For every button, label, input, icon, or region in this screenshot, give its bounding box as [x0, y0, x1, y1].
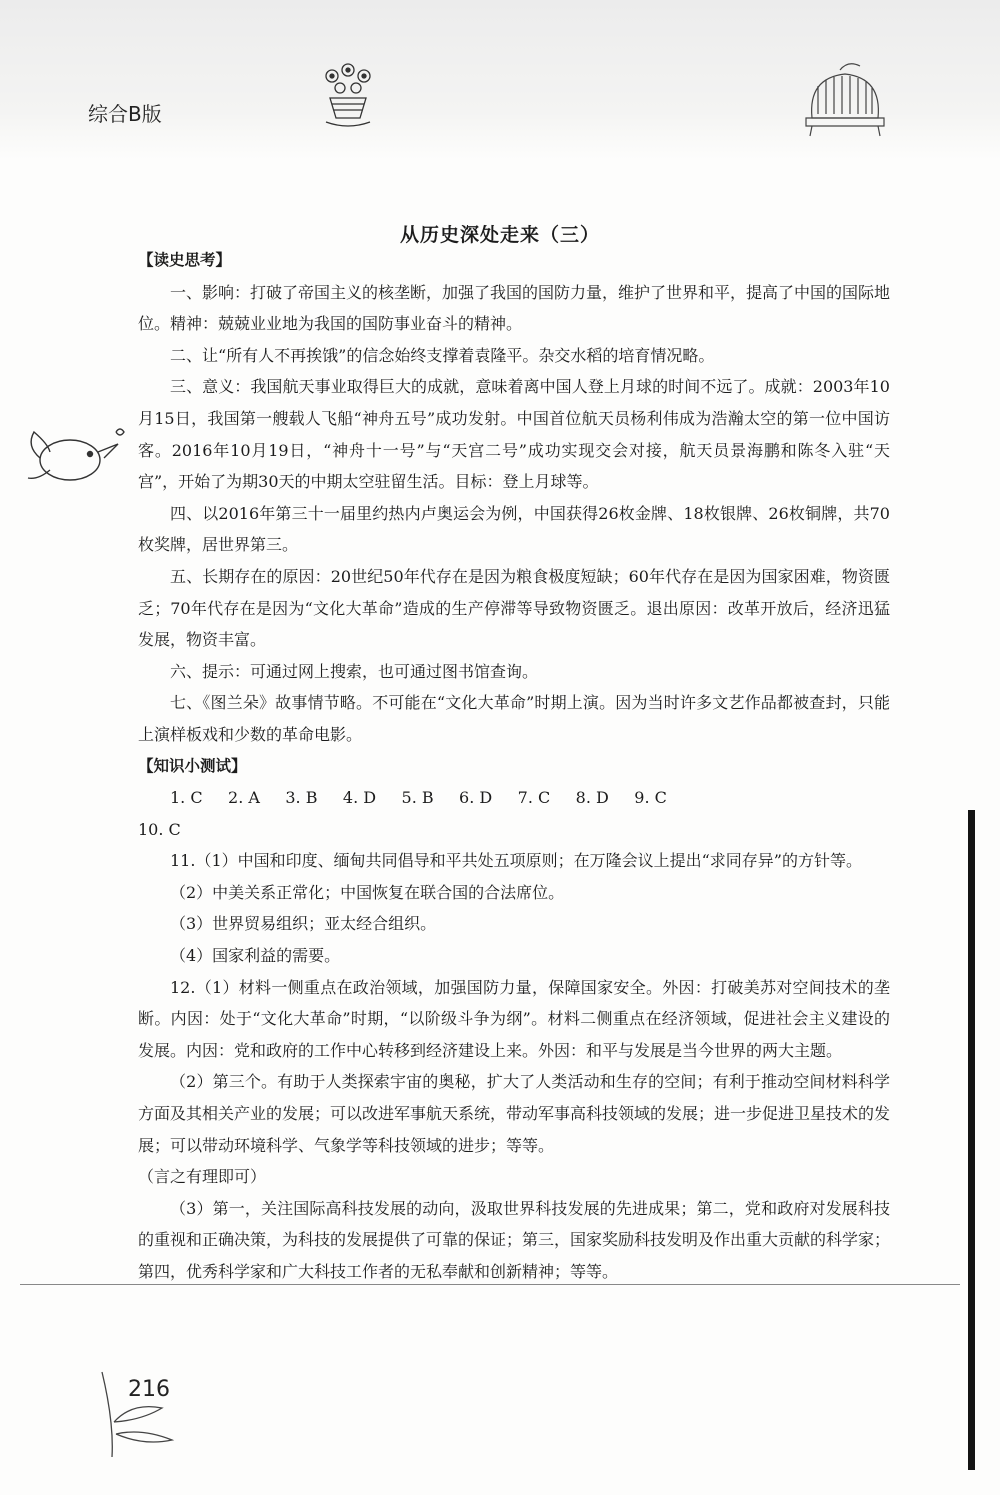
choice-answers-line: 10. C — [138, 819, 181, 839]
answer-paragraph: 一、影响：打破了帝国主义的核垄断，加强了我国的国防力量，维护了世界和平，提高了中国的国际地位。精神：兢兢业业地为我国的国防事业奋斗的精神。 — [138, 282, 891, 334]
footer-rule — [20, 1284, 960, 1285]
answer-paragraph: （3）世界贸易组织；亚太经合组织。 — [170, 914, 437, 934]
answer-paragraph: （2）第三个。有助于人类探索宇宙的奥秘，扩大了人类活动和生存的空间；有利于推动空间材料科学方面及其相关产业的发展；可以改进军事航天系统，带动军事高科技领域的发展；进一步促进卫星技术的发展；可以带动环境科学、气象学等科技领域的进步；等等。 — [138, 1072, 891, 1155]
answer-paragraph: 12.（1）材料一侧重点在政治领域，加强国防力量，保障国家安全。外因：打破美苏对空间技术的垄断。内因：处于“文化大革命”时期，“以阶级斗争为纲”。材料二侧重点在经济领域，促进社会主义建设的发展。内因：党和政府的工作中心转移到经济建设上来。外因：和平与发展是当今世界的两大主题。 — [138, 977, 890, 1060]
answer-paragraph: 五、长期存在的原因：20世纪50年代存在是因为粮食极度短缺；60年代存在是因为国家困难，物资匮乏；70年代存在是因为“文化大革命”造成的生产停滞等导致物资匮乏。退出原因：改革开放后，经济迅猛发展，物资丰富。 — [138, 566, 890, 650]
armchair-illustration — [800, 58, 890, 138]
page-edge-bar — [968, 810, 975, 1470]
answer-paragraph: 二、让“所有人不再挨饿”的信念始终支撑着袁隆平。杂交水稻的培育情况略。 — [170, 345, 715, 365]
edition-label: 综合B版 — [88, 102, 162, 126]
answer-paragraph: 四、以2016年第三十一届里约热内卢奥运会为例，中国获得26枚金牌、18枚银牌、26枚铜牌，共70枚奖牌，居世界第三。 — [138, 503, 890, 555]
answer-paragraph: （2）中美关系正常化；中国恢复在联合国的合法席位。 — [170, 882, 565, 902]
section-heading-reading-history: 【读史思考】 — [138, 251, 232, 269]
choice-answers-line: 1. C 2. A 3. B 4. D 5. B 6. D 7. C 8. D 9. C — [170, 788, 667, 808]
answer-paragraph: 七、《图兰朵》故事情节略。不可能在“文化大革命”时期上演。因为当时许多文艺作品都被查封，只能上演样板戏和少数的革命电影。 — [138, 693, 890, 744]
section-heading-knowledge-quiz: 【知识小测试】 — [138, 756, 247, 775]
answer-paragraph: （3）第一，关注国际高科技发展的动向，汲取世界科技发展的先进成果；第二，党和政府对发展科技的重视和正确决策，为科技的发展提供了可靠的保证；第三，国家奖励科技发明及作出重大贡献的科学家；第四，优秀科学家和广大科技工作者的无私奉献和创新精神；等等。 — [138, 1198, 891, 1281]
answer-paragraph: 11.（1）中国和印度、缅甸共同倡导和平共处五项原则；在万隆会议上提出“求同存异”的方针等。 — [170, 851, 862, 871]
flower-basket-illustration — [318, 60, 378, 130]
answer-note: （言之有理即可） — [138, 1167, 267, 1187]
answer-paragraph: （4）国家利益的需要。 — [170, 946, 341, 966]
answer-content — [138, 245, 890, 1288]
answer-paragraph: 六、提示：可通过网上搜索，也可通过图书馆查询。 — [170, 661, 539, 681]
answer-paragraph: 三、意义：我国航天事业取得巨大的成就，意味着离中国人登上月球的时间不远了。成就：2003年10月15日，我国第一艘载人飞船“神舟五号”成功发射。中国首位航天员杨利伟成为浩瀚太空的第一位中国访客。2016年10月19日，“神舟十一号”与“天宫二号”成功实现交会对接，航天员景海鹏和陈冬入驻“天宫”，开始了为期30天的中期太空驻留生活。目标：登上月球等。 — [138, 377, 890, 492]
page-number: 216 — [128, 1377, 170, 1402]
bird-illustration — [20, 418, 130, 498]
page-title: 从历史深处走来（三） — [399, 224, 600, 246]
